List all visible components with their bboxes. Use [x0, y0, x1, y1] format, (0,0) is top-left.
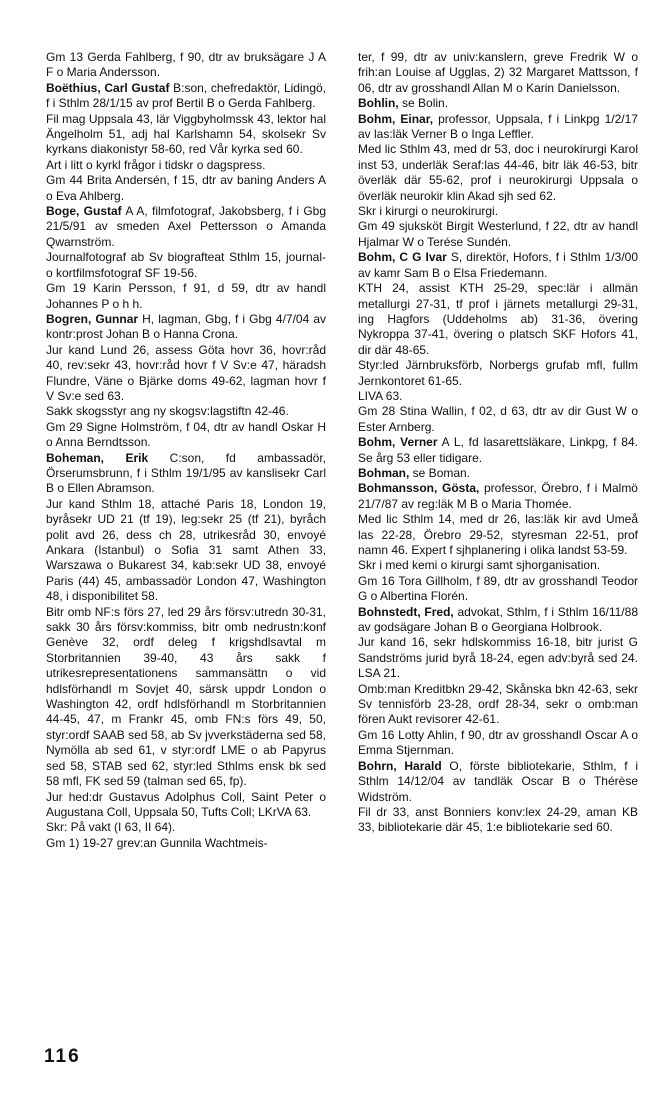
entry-text: Skr: På vakt (I 63, II 64). [46, 820, 176, 835]
biography-paragraph [46, 497, 326, 605]
biography-entry-heading [46, 204, 326, 250]
entry-text: A A, filmfotograf, Jakobsberg, f i Gbg 21/5/91 av smeden Axel Pettersson o Amanda Qwarnström. [46, 204, 327, 249]
person-name: Bohm, C G Ivar [358, 250, 447, 265]
entry-text: Skr i med kemi o kirurgi samt sjhorganisation. [358, 558, 601, 573]
entry-text: Jur hed:dr Gustavus Adolphus Coll, Saint Peter o Augustana Coll, Uppsala 50, Tufts Coll; LKrVA 63. [46, 789, 326, 819]
biography-paragraph [46, 343, 326, 405]
biography-paragraph [358, 728, 638, 759]
biography-paragraph [358, 204, 638, 219]
biography-entry-heading [358, 435, 638, 466]
biography-paragraph [358, 805, 638, 836]
entry-text: Fil mag Uppsala 43, lär Viggbyholmssk 43, lektor hal Ängelholm 51, adj hal Karlshamn 54, skolsekr Sv kyrkans diakonistyr 58-60, red Vår kyrka sed 60. [46, 111, 326, 157]
person-name: Bogren, Gunnar [46, 311, 139, 326]
entry-text: Jur kand 16, sekr hdlskommiss 16-18, bitr jurist G Sandströms jurid byrå 18-24, egen adv:byrå sed 24. LSA 21. [358, 635, 638, 681]
entry-text: Journalfotograf ab Sv biografteat Sthlm 15, journal- o kortfilmsfotograf SF 19-56. [46, 250, 326, 280]
entry-text: Styr:led Järnbruksförb, Norbergs grufab mfl, fullm Jernkontoret 61-65. [358, 358, 638, 388]
entry-text: LIVA 63. [358, 388, 403, 403]
entry-text: Gm 49 sjuksköt Birgit Westerlund, f 22, dtr av handl Hjalmar W o Terése Sundén. [358, 219, 638, 249]
entry-text: se Bolin. [398, 96, 449, 111]
entry-text: Sakk skogsstyr ang ny skogsv:lagstiftn 42-46. [46, 404, 289, 419]
biography-paragraph [46, 250, 326, 281]
biography-paragraph [358, 358, 638, 389]
biography-entry-heading [46, 312, 326, 343]
biography-paragraph [358, 404, 638, 435]
entry-text: H, lagman, Gbg, f i Gbg 4/7/04 av kontr:prost Johan B o Hanna Crona. [46, 311, 326, 342]
biography-paragraph [46, 173, 326, 204]
page-number: 116 [44, 1046, 81, 1067]
person-name: Bohmansson, Gösta, [358, 481, 480, 496]
biography-entry-heading [358, 759, 638, 805]
entry-text: Omb:man Kreditbkn 29-42, Skånska bkn 42-63, sekr Sv tennisförb 23-28, ordf 28-34, sekr o omb:man fören Aukt revisorer 42-61. [358, 681, 638, 727]
person-name: Bohnstedt, Fred, [358, 604, 454, 619]
biography-paragraph [358, 512, 638, 558]
biography-paragraph [46, 820, 326, 835]
biography-paragraph [46, 836, 326, 851]
biography-paragraph [358, 281, 638, 358]
biography-entry-heading [358, 481, 638, 512]
biography-entry-heading [358, 605, 638, 636]
entry-text: Fil dr 33, anst Bonniers konv:lex 24-29, aman KB 33, bibliotekarie där 45, 1:e bibliotekarie sed 60. [358, 804, 638, 835]
entry-text: professor, Uppsala, f i Linkpg 1/2/17 av las:läk Verner B o Inga Leffler. [358, 111, 638, 142]
person-name: Boëthius, Carl Gustaf [46, 80, 170, 95]
person-name: Boge, Gustaf [46, 204, 122, 219]
entry-text: C:son, fd ambassadör, Örserumsbrunn, f i Sthlm 19/1/95 av kanslisekr Carl B o Ellen Abramson. [46, 450, 326, 496]
person-name: Bohm, Verner [358, 435, 438, 450]
biography-paragraph [46, 420, 326, 451]
biography-entry-heading [358, 466, 638, 481]
biography-paragraph [358, 142, 638, 204]
entry-text: Gm 29 Signe Holmström, f 04, dtr av handl Oskar H o Anna Berndtsson. [46, 419, 326, 450]
biography-paragraph [358, 635, 638, 681]
entry-text: A L, fd lasarettsläkare, Linkpg, f 84. Se årg 53 eller tidigare. [358, 435, 638, 465]
biography-paragraph [46, 404, 326, 419]
biography-entry-heading [358, 112, 638, 143]
biography-paragraph [358, 219, 638, 250]
entry-text: Gm 44 Brita Andersén, f 15, dtr av baning Anders A o Eva Ahlberg. [46, 173, 326, 203]
biography-paragraph [358, 682, 638, 728]
entry-text: Jur kand Lund 26, assess Göta hovr 36, hovr:råd 40, rev:sekr 43, hovr:råd hovr f V Sv:e 47, häradsh Flundre, Väne o Bjärke doms 49-62, lagman hovr f V Sv:e sed 63. [46, 342, 326, 403]
entry-text: ter, f 99, dtr av univ:kanslern, greve Fredrik W o frih:an Louise af Ugglas, 2) 32 Margaret Mattsson, f 06, dtr av grosshandl Allan M o Karin Danielsson. [358, 50, 638, 95]
entry-text: Art i litt o kyrkl frågor i tidskr o dagspress. [46, 157, 266, 172]
person-name: Bohman, [358, 465, 410, 480]
entry-text: Gm 13 Gerda Fahlberg, f 90, dtr av bruksägare J A F o Maria Andersson. [46, 50, 326, 80]
biography-paragraph [358, 50, 638, 96]
biography-entry-heading [46, 451, 326, 497]
left-column [46, 50, 326, 851]
entry-text: Skr i kirurgi o neurokirurgi. [358, 204, 499, 219]
biography-paragraph [46, 790, 326, 821]
biography-paragraph [358, 389, 638, 404]
entry-text: Jur kand Sthlm 18, attaché Paris 18, London 19, byråsekr UD 21 (tf 19), leg:sekr 25 (tf 21), byråch polit avd 26, dess ch 28, utrikesråd 30, envoyé Ankara (Istanbul) o Sofia 31 samt Athen 33, Warszawa o Bukarest 34, kab:sekr UD 38, envoyé Paris (44) 45, ambassadör London 47, Washington 48, i disponibilitet 58. [46, 496, 326, 604]
entry-text: Gm 16 Lotty Ahlin, f 90, dtr av grosshandl Oscar A o Emma Stjernman. [358, 727, 638, 758]
biography-paragraph [46, 50, 326, 81]
entry-text: Gm 19 Karin Persson, f 91, d 59, dtr av handl Johannes P o h h. [46, 281, 326, 311]
biography-paragraph [358, 574, 638, 605]
person-name: Bohlin, [358, 96, 399, 111]
biography-paragraph [46, 281, 326, 312]
biography-paragraph [358, 558, 638, 573]
entry-text: KTH 24, assist KTH 25-29, spec:lär i allmän metallurgi 27-31, tf prof i järnets metallurgi 29-31, ing Hagfors (Uddeholms ab) 31-36, övering Nykroppa 37-41, övering o platsch SKF Hofors 41, dir där 48-65. [358, 281, 638, 357]
entry-text: Bitr omb NF:s förs 27, led 29 års försv:utredn 30-31, sakk 30 års försv:kommiss, bitr omb nedrustn:konf Genève 32, ordf deleg f krigshdlsavtal m Storbritannien 39-40, 43 års sakk f utrikesrepresentationens sammansättn o vid hdlsförhandl m Sovjet 40, särsk uppdr London o Washington 42, ordf hdlsförhandl m Storbritannien 44-45, 47, m Frankr 45, omb FN:s förs 49, 50, styr:ordf SAAB sed 58, ab Sv jvverkstäderna sed 58, Nymölla ab sed 61, v styr:ordf LME o ab Papyrus sed 58, STAB sed 62, styr:led Sthlms ensk bk sed 58 mfl, FK sed 59 (talman sed 65, fp). [46, 604, 326, 789]
entry-text: Gm 16 Tora Gillholm, f 89, dtr av grosshandl Teodor G o Albertina Florén. [358, 573, 638, 604]
entry-text: Gm 1) 19-27 grev:an Gunnila Wachtmeis- [46, 835, 268, 850]
entry-text: O, förste bibliotekarie, Sthlm, f i Sthlm 14/12/04 av tandläk Oscar B o Thérèse Widström. [358, 758, 639, 804]
biography-entry-heading [46, 81, 326, 112]
biography-paragraph [46, 158, 326, 173]
entry-text: B:son, chefredaktör, Lidingö, f i Sthlm 28/1/15 av prof Bertil B o Gerda Fahlberg. [46, 80, 326, 111]
biography-paragraph [46, 605, 326, 790]
right-column [358, 50, 638, 836]
entry-text: professor, Örebro, f i Malmö 21/7/87 av reg:läk M B o Maria Thomée. [358, 481, 638, 511]
person-name: Bohm, Einar, [358, 111, 434, 126]
biography-entry-heading [358, 250, 638, 281]
person-name: Boheman, Erik [46, 450, 149, 465]
entry-text: advokat, Sthlm, f i Sthlm 16/11/88 av godsägare Johan B o Georgiana Holbrook. [358, 604, 638, 635]
entry-text: Med lic Sthlm 43, med dr 53, doc i neurokirurgi Karol inst 53, underläk Seraf:las 44-46, bitr läk 46-53, bitr överläk där 55-62, prof i neurokirurgi Uppsala o överläk neurokir klin Akad sjh sed 62. [358, 142, 638, 203]
entry-text: Gm 28 Stina Wallin, f 02, d 63, dtr av dir Gust W o Ester Arnberg. [358, 404, 638, 434]
entry-text: se Boman. [409, 465, 471, 480]
biography-paragraph [46, 112, 326, 158]
person-name: Bohrn, Harald [358, 758, 442, 773]
biography-entry-heading [358, 96, 638, 111]
entry-text: Med lic Sthlm 14, med dr 26, las:läk kir avd Umeå las 22-28, Örebro 29-52, styresman 22-51, prof namn 46. Expert f sjhplanering i olika landst 53-59. [358, 512, 638, 557]
entry-text: S, direktör, Hofors, f i Sthlm 1/3/00 av kamr Sam B o Elsa Friedemann. [358, 250, 638, 280]
